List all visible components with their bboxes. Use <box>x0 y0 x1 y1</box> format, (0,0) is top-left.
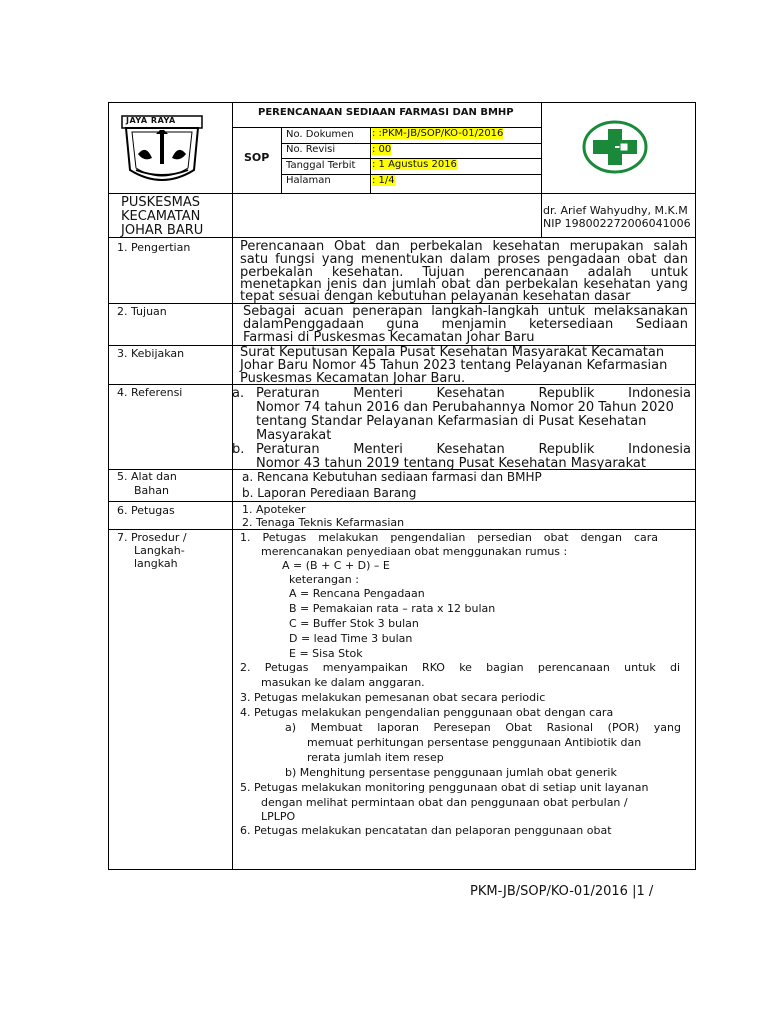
step2-line-1: 2. Petugas menyampaikan RKO ke bagian perencanaan untuk di <box>240 661 680 674</box>
step4a-line-3: rerata jumlah item resep <box>307 751 444 764</box>
label-pengertian: 1. Pengertian <box>117 241 191 254</box>
formula: A = (B + C + D) – E <box>282 559 390 572</box>
referensi-a-line-1: Peraturan Menteri Kesehatan Republik Indonesia <box>256 386 691 401</box>
step5-line-2: dengan melihat permintaan obat dan penggunaan obat perbulan / <box>261 796 628 809</box>
kebijakan-line-3: Puskesmas Kecamatan Johar Baru. <box>240 371 466 386</box>
label-alat-line-1: 5. Alat dan <box>117 470 177 483</box>
step4a-line-2: memuat perhitungan persentase penggunaan Antibiotik dan <box>307 736 642 749</box>
petugas-item-2: 2. Tenaga Teknis Kefarmasian <box>242 516 405 529</box>
keterangan-d: D = lead Time 3 bulan <box>289 632 413 645</box>
keterangan-e: E = Sisa Stok <box>289 647 363 660</box>
label-prosedur-line-3: langkah <box>134 557 178 570</box>
puskesmas-logo <box>582 119 648 179</box>
step4a-line-1: a) Membuat laporan Peresepan Obat Rasional (POR) yang <box>285 721 681 734</box>
meta-label-halaman: Halaman <box>286 175 331 186</box>
label-referensi: 4. Referensi <box>117 386 183 399</box>
alat-item-a: a. Rencana Kebutuhan sediaan farmasi dan BMHP <box>242 470 542 484</box>
referensi-a-line-3: tentang Standar Pelayanan Kefarmasian di Pusat Kesehatan <box>256 414 647 429</box>
step4b: b) Menghitung persentase penggunaan jumlah obat generik <box>285 766 617 779</box>
jaya-raya-emblem-icon <box>118 114 206 190</box>
rule-row5 <box>108 501 696 502</box>
page-footer: PKM-JB/SOP/KO-01/2016 |1 / <box>470 884 654 899</box>
label-petugas: 6. Petugas <box>117 504 175 517</box>
pengertian-line-2: satu fungsi yang menentukan dalam proses pengadaan obat dan <box>240 252 688 267</box>
rule-row6 <box>108 529 696 530</box>
col-logo-divider <box>541 102 542 237</box>
referensi-marker-b: b. <box>232 442 245 457</box>
alat-item-b: b. Laporan Perediaan Barang <box>242 486 417 500</box>
org-name-line-2: KECAMATAN <box>121 209 201 224</box>
tujuan-line-3: Farmasi di Puskesmas Kecamatan Johar Baru <box>243 330 535 345</box>
keterangan-c: C = Buffer Stok 3 bulan <box>289 617 419 630</box>
petugas-item-1: 1. Apoteker <box>242 503 306 516</box>
org-name-line-1: PUSKESMAS <box>121 195 200 210</box>
tujuan-line-2: dalamPenggadaan guna menjamin ketersediaan Sediaan <box>243 317 688 332</box>
step1-line-2: merencanakan penyediaan obat menggunakan rumus : <box>261 545 568 558</box>
meta-label-tanggal: Tanggal Terbit <box>286 160 356 171</box>
rule-header-bottom <box>108 193 696 194</box>
meta-value-halaman: : 1/4 <box>372 175 395 186</box>
step1-line-1: 1. Petugas melakukan pengendalian persedian obat dengan cara <box>240 531 658 544</box>
org-name-line-3: JOHAR BARU <box>121 223 204 238</box>
meta-value-no-dokumen: : :PKM-JB/SOP/KO-01/2016 <box>372 128 504 139</box>
sop-label: SOP <box>244 151 270 164</box>
document-title: PERENCANAAN SEDIAAN FARMASI DAN BMHP <box>258 107 514 118</box>
step6: 6. Petugas melakukan pencatatan dan pelaporan penggunaan obat <box>240 824 612 837</box>
meta-value-tanggal: : 1 Agustus 2016 <box>372 159 457 170</box>
step4: 4. Petugas melakukan pengendalian penggunaan obat dengan cara <box>240 706 614 719</box>
kebijakan-line-1: Surat Keputusan Kepala Pusat Kesehatan Masyarakat Kecamatan <box>240 345 665 360</box>
step5-line-1: 5. Petugas melakukan monitoring penggunaan obat di setiap unit layanan <box>240 781 649 794</box>
label-tujuan: 2. Tujuan <box>117 305 167 318</box>
label-alat-line-2: Bahan <box>134 484 169 497</box>
health-cross-icon <box>582 119 648 175</box>
pengertian-line-3: perbekalan kesehatan. Tujuan perencanaan adalah untuk <box>240 265 688 280</box>
meta-label-no-revisi: No. Revisi <box>286 144 336 155</box>
signer-name: dr. Arief Wahyudhy, M.K.M <box>543 204 688 217</box>
col-sop-divider <box>281 127 282 193</box>
label-kebijakan: 3. Kebijakan <box>117 347 185 360</box>
step3: 3. Petugas melakukan pemesanan obat secara periodic <box>240 691 546 704</box>
referensi-marker-a: a. <box>232 386 245 401</box>
step2-line-2: masukan ke dalam anggaran. <box>261 676 425 689</box>
logo-text: JAYA RAYA <box>126 116 176 125</box>
jaya-raya-logo <box>118 114 206 190</box>
pengertian-line-5: tepat sesuai dengan kebutuhan pelayanan kesehatan dasar <box>240 289 631 304</box>
meta-col-divider <box>370 127 371 193</box>
keterangan-a: A = Rencana Pengadaan <box>289 587 425 600</box>
referensi-b-line-2: Nomor 43 tahun 2019 tentang Pusat Kesehatan Masyarakat <box>256 456 646 471</box>
label-prosedur-line-2: Langkah- <box>134 544 185 557</box>
tujuan-line-1: Sebagai acuan penerapan langkah-langkah untuk melaksanakan <box>243 304 688 319</box>
kebijakan-line-2: Johar Baru Nomor 45 Tahun 2023 tentang Pelayanan Kefarmasian <box>240 358 668 373</box>
pengertian-line-4: menetapkan jenis dan jumlah obat dan perbekalan kesehatan yang <box>240 277 688 292</box>
meta-label-no-dokumen: No. Dokumen <box>286 129 354 140</box>
referensi-b-line-1: Peraturan Menteri Kesehatan Republik Indonesia <box>256 442 691 457</box>
meta-value-no-revisi: : 00 <box>372 144 392 155</box>
pengertian-line-1: Perencanaan Obat dan perbekalan kesehatan merupakan salah <box>240 239 688 254</box>
referensi-a-line-4: Masyarakat <box>256 428 332 443</box>
referensi-a-line-2: Nomor 74 tahun 2016 dan Perubahannya Nomor 20 Tahun 2020 <box>256 400 674 415</box>
col-label-divider <box>232 102 233 870</box>
keterangan-label: keterangan : <box>289 573 359 586</box>
keterangan-b: B = Pemakaian rata – rata x 12 bulan <box>289 602 496 615</box>
step5-line-3: LPLPO <box>261 810 296 823</box>
label-prosedur-line-1: 7. Prosedur / <box>117 531 187 544</box>
signer-nip: NIP 198002272006041006 <box>543 217 691 230</box>
